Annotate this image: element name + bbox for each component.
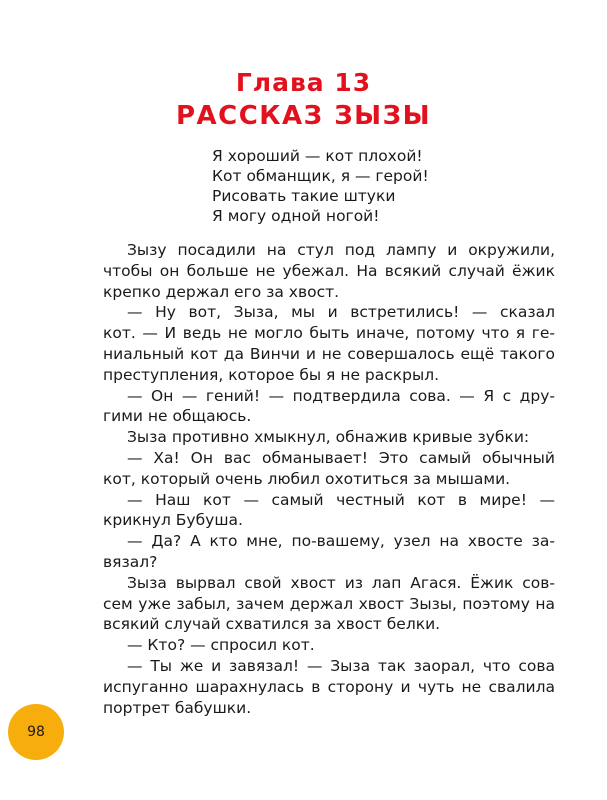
text-line: — Ха! Он вас обманывает! Это самый обычный — [127, 448, 555, 467]
text-line: — Ну вот, Зыза, мы и встретились! — сказал — [127, 303, 555, 322]
text-line: вязал? — [103, 552, 158, 571]
poem-line: Рисовать такие штуки — [212, 187, 396, 205]
page-number-badge — [8, 704, 64, 760]
text-line: всякий случай схватился за хвост белки. — [103, 615, 441, 634]
poem-line: Кот обманщик, я — герой! — [212, 167, 429, 185]
text-line: гими не общаюсь. — [103, 407, 252, 426]
text-line: крепко держал его за хвост. — [103, 282, 340, 301]
paragraph — [103, 386, 555, 428]
chapter-number: Глава 13 — [235, 68, 372, 97]
text-line: Зыза вырвал свой хвост из лап Агася. Ёжик сов- — [127, 573, 555, 592]
paragraph — [103, 490, 555, 532]
text-line: — Ты же и завязал! — Зыза так заорал, что сова — [127, 656, 555, 675]
text-line: — Наш кот — самый честный кот в мире! — — [127, 490, 555, 509]
text-line: кот. — И ведь не могло быть иначе, потому что я ге- — [103, 324, 555, 343]
paragraph — [103, 635, 555, 656]
text-line: Зызу посадили на стул под лампу и окружили, — [127, 241, 555, 259]
text-line: портрет бабушки. — [103, 698, 252, 717]
paragraph — [103, 448, 555, 490]
text-line: кот, который очень любил охотиться за мышами. — [103, 469, 511, 488]
paragraph — [103, 427, 555, 448]
paragraph — [103, 240, 555, 302]
chapter-title: РАССКАЗ ЗЫЗЫ — [175, 101, 432, 131]
text-line: сем уже забыл, зачем держал хвост Зызы, поэтому на — [103, 594, 555, 613]
story-text — [103, 240, 555, 718]
text-line: преступления, которое бы я не раскрыл. — [103, 365, 440, 384]
paragraph — [103, 531, 555, 573]
poem-line: Я хороший — кот плохой! — [212, 147, 423, 165]
text-line: Зыза противно хмыкнул, обнажив кривые зубки: — [127, 428, 530, 447]
text-line: — Он — гений! — подтвердила сова. — Я с дру- — [127, 386, 555, 405]
paragraph — [103, 573, 555, 635]
paragraph — [103, 656, 555, 718]
epigraph-poem — [212, 146, 512, 226]
text-line: — Да? А кто мне, по-вашему, узел на хвосте за- — [127, 532, 555, 551]
text-line: — Кто? — спросил кот. — [127, 636, 315, 655]
text-line: ниальный кот да Винчи и не совершалось ещё такого — [103, 344, 555, 363]
paragraph — [103, 302, 555, 385]
poem-line: Я могу одной ногой! — [212, 207, 380, 225]
text-line: чтобы он больше не убежал. На всякий случай ёжик — [103, 261, 555, 280]
text-line: испуганно шарахнулась в сторону и чуть не свалила — [103, 677, 555, 696]
text-line: крикнул Бубуша. — [103, 511, 243, 530]
page-number: 98 — [27, 724, 45, 740]
